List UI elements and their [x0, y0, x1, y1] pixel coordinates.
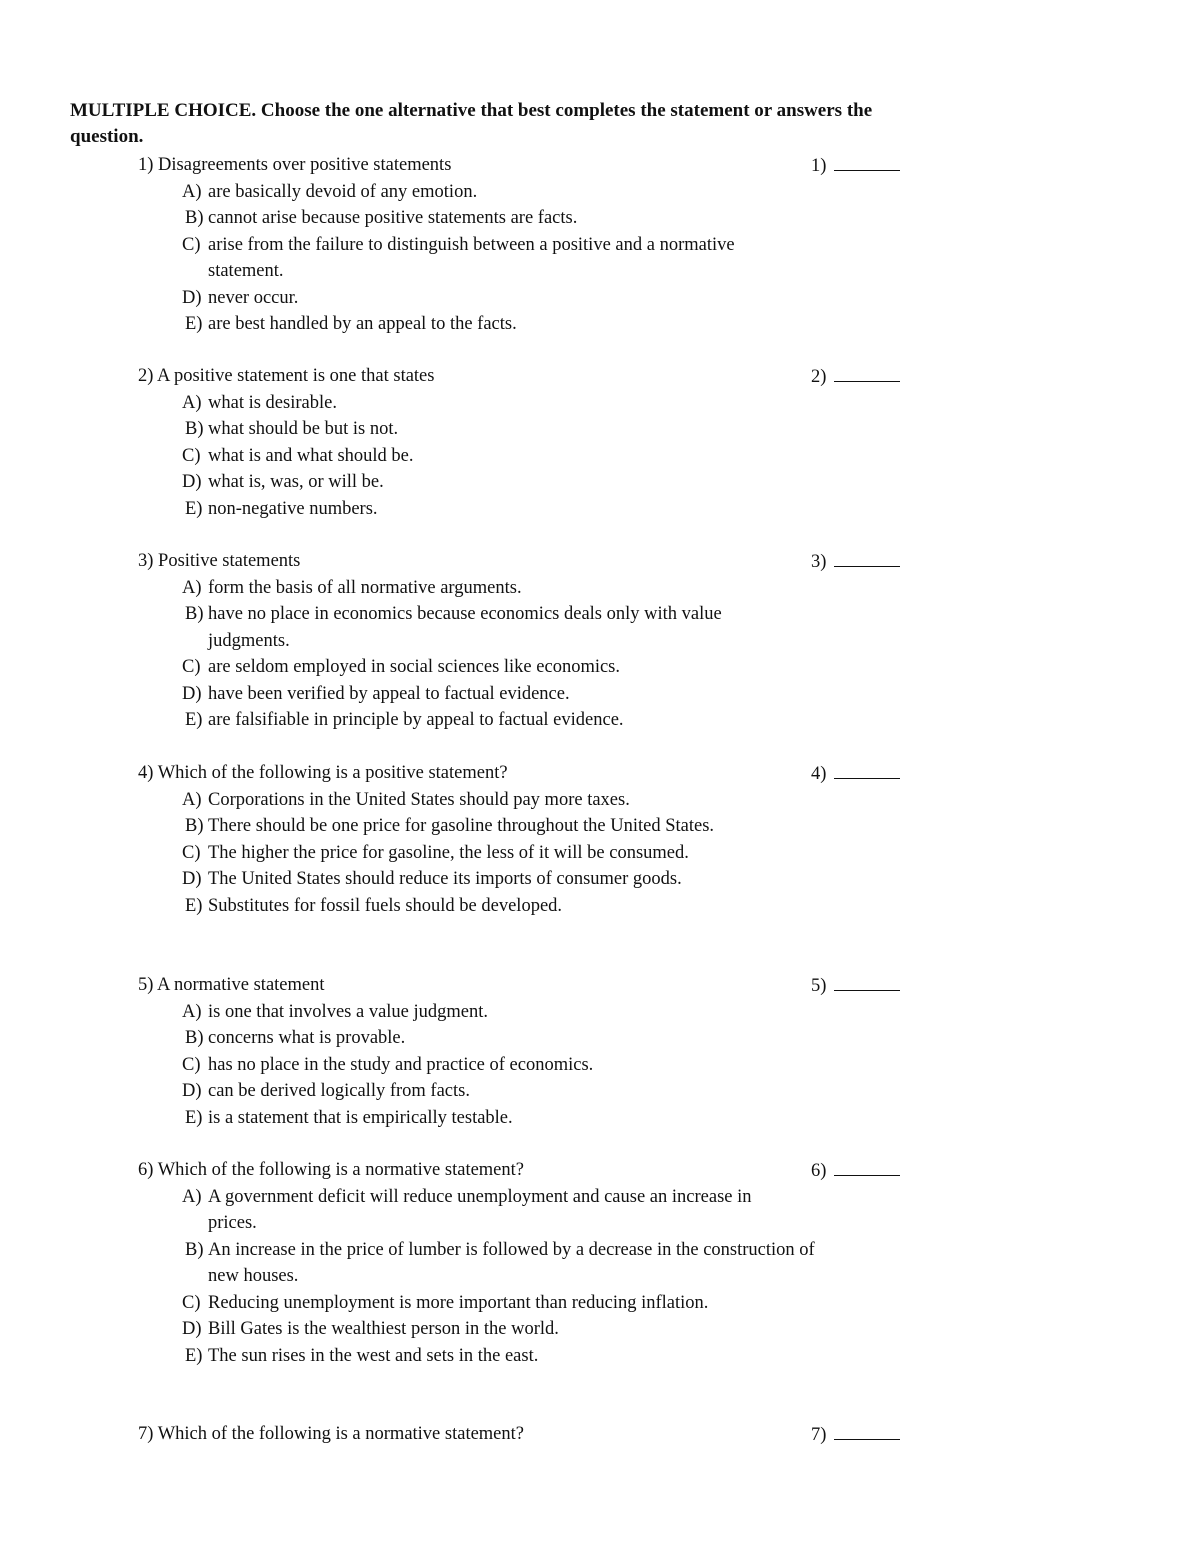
choice-letter: A): [182, 577, 202, 598]
choice-letter: E): [185, 710, 203, 730]
question-5: [138, 972, 918, 1131]
choice-e: [138, 311, 808, 338]
question-stem: [138, 972, 918, 999]
answer-blank: 4): [811, 760, 900, 788]
choice-letter: D): [182, 472, 202, 492]
choice-letter: C): [182, 1054, 201, 1075]
choice-letter: B): [185, 1028, 204, 1048]
choice-letter: E): [185, 895, 203, 916]
choice-text: have been verified by appeal to factual evidence.: [208, 683, 570, 704]
question-stem: [138, 548, 918, 575]
choice-text: what is and what should be.: [208, 445, 414, 466]
choice-b: [138, 601, 798, 654]
choice-e: [138, 893, 808, 920]
choice-b: [138, 205, 808, 232]
answer-blank: 7): [811, 1421, 900, 1449]
answer-blank: 1): [811, 152, 900, 180]
choice-d: [138, 681, 808, 708]
choice-c: [138, 1052, 808, 1079]
question-text: 1) Disagreements over positive statements: [138, 155, 452, 175]
choice-text: cannot arise because positive statements are facts.: [208, 208, 578, 228]
choice-text: There should be one price for gasoline throughout the United States.: [208, 816, 715, 836]
choice-text: concerns what is provable.: [208, 1028, 406, 1048]
choice-text: are seldom employed in social sciences like economics.: [208, 657, 621, 677]
choice-e: [138, 1105, 808, 1132]
choice-a: [138, 390, 808, 417]
choice-c: [138, 840, 848, 867]
choice-letter: E): [185, 1107, 203, 1128]
choice-text: Bill Gates is the wealthiest person in the world.: [208, 1319, 559, 1339]
choice-e: [138, 1343, 808, 1370]
choice-text: arise from the failure to distinguish between a positive and a normative statement.: [208, 234, 735, 281]
choice-text: The higher the price for gasoline, the less of it will be consumed.: [208, 842, 689, 863]
answer-blank: 2): [811, 363, 900, 391]
choice-c: [138, 654, 808, 681]
question-text: 6) Which of the following is a normative statement?: [138, 1160, 524, 1180]
choice-letter: D): [182, 1081, 202, 1101]
choice-letter: E): [185, 314, 203, 334]
choice-b: [138, 1025, 808, 1052]
choice-text: form the basis of all normative arguments.: [208, 577, 522, 598]
choice-c: [138, 232, 768, 285]
choice-letter: D): [182, 869, 202, 889]
choice-text: what is, was, or will be.: [208, 472, 384, 492]
choice-text: Reducing unemployment is more important than reducing inflation.: [208, 1292, 709, 1313]
choice-d: [138, 469, 808, 496]
choice-a: [138, 787, 808, 814]
question-stem: [138, 760, 918, 787]
choice-text: never occur.: [208, 287, 299, 308]
choice-letter: D): [182, 287, 202, 308]
choice-text: has no place in the study and practice of economics.: [208, 1054, 594, 1075]
choice-text: is a statement that is empirically testable.: [208, 1107, 513, 1128]
choice-letter: E): [185, 498, 203, 519]
question-7: [138, 1421, 918, 1448]
instructions-heading: MULTIPLE CHOICE. Choose the one alternative that best completes the statement or answers the question.: [70, 100, 873, 147]
choice-letter: B): [185, 208, 204, 228]
choice-text: are falsifiable in principle by appeal to factual evidence.: [208, 710, 624, 730]
question-3: [138, 548, 918, 734]
choice-d: [138, 285, 808, 312]
choice-letter: C): [182, 445, 201, 466]
choice-text: An increase in the price of lumber is followed by a decrease in the construction of new houses.: [208, 1239, 815, 1286]
choice-text: Substitutes for fossil fuels should be developed.: [208, 895, 563, 916]
choice-letter: A): [182, 392, 202, 413]
choice-text: A government deficit will reduce unemployment and cause an increase in prices.: [208, 1186, 752, 1233]
choice-letter: E): [185, 1345, 203, 1366]
choice-a: [138, 575, 808, 602]
choice-a: [138, 1184, 798, 1237]
question-1: [138, 152, 918, 338]
choice-letter: B): [185, 816, 204, 836]
choice-text: what is desirable.: [208, 392, 337, 413]
choice-text: what should be but is not.: [208, 419, 399, 439]
choice-d: [138, 866, 848, 893]
question-4: [138, 760, 918, 919]
answer-blank: 3): [811, 548, 900, 576]
question-text: 4) Which of the following is a positive statement?: [138, 763, 508, 783]
choice-text: are basically devoid of any emotion.: [208, 181, 478, 202]
choice-text: are best handled by an appeal to the facts.: [208, 314, 517, 334]
choice-letter: B): [185, 1239, 204, 1260]
choice-letter: A): [182, 1186, 202, 1207]
choice-b: [138, 813, 788, 840]
choice-c: [138, 443, 808, 470]
choice-letter: B): [185, 604, 204, 624]
question-stem: [138, 152, 918, 179]
choice-text: The sun rises in the west and sets in the east.: [208, 1345, 539, 1366]
choice-letter: A): [182, 1001, 202, 1022]
choice-text: can be derived logically from facts.: [208, 1081, 470, 1101]
choice-letter: C): [182, 842, 201, 863]
answer-blank: 6): [811, 1157, 900, 1185]
choice-text: non-negative numbers.: [208, 498, 378, 519]
choice-text: have no place in economics because economics deals only with value judgments.: [208, 604, 722, 651]
question-text: 7) Which of the following is a normative statement?: [138, 1424, 524, 1444]
choice-letter: C): [182, 1292, 201, 1313]
choice-e: [138, 496, 808, 523]
answer-blank: 5): [811, 972, 900, 1000]
choice-d: [138, 1316, 808, 1343]
question-6: [138, 1157, 918, 1369]
choice-letter: B): [185, 419, 204, 439]
choice-text: is one that involves a value judgment.: [208, 1001, 489, 1022]
question-text: 2) A positive statement is one that states: [138, 366, 435, 386]
question-stem: [138, 1157, 918, 1184]
question-2: [138, 363, 918, 522]
choice-b: [138, 416, 808, 443]
choice-letter: D): [182, 1319, 202, 1339]
choice-a: [138, 179, 808, 206]
choice-letter: C): [182, 234, 201, 255]
choice-e: [138, 707, 808, 734]
choice-a: [138, 999, 808, 1026]
question-stem: [138, 1421, 918, 1448]
choice-letter: A): [182, 181, 202, 202]
choice-letter: A): [182, 789, 202, 810]
choice-letter: C): [182, 657, 201, 677]
choice-d: [138, 1078, 808, 1105]
choice-c: [138, 1290, 758, 1317]
question-text: 3) Positive statements: [138, 551, 301, 571]
choice-letter: D): [182, 683, 202, 704]
question-stem: [138, 363, 918, 390]
question-text: 5) A normative statement: [138, 975, 325, 995]
choice-b: [138, 1237, 818, 1290]
choice-text: The United States should reduce its imports of consumer goods.: [208, 869, 682, 889]
choice-text: Corporations in the United States should pay more taxes.: [208, 789, 630, 810]
